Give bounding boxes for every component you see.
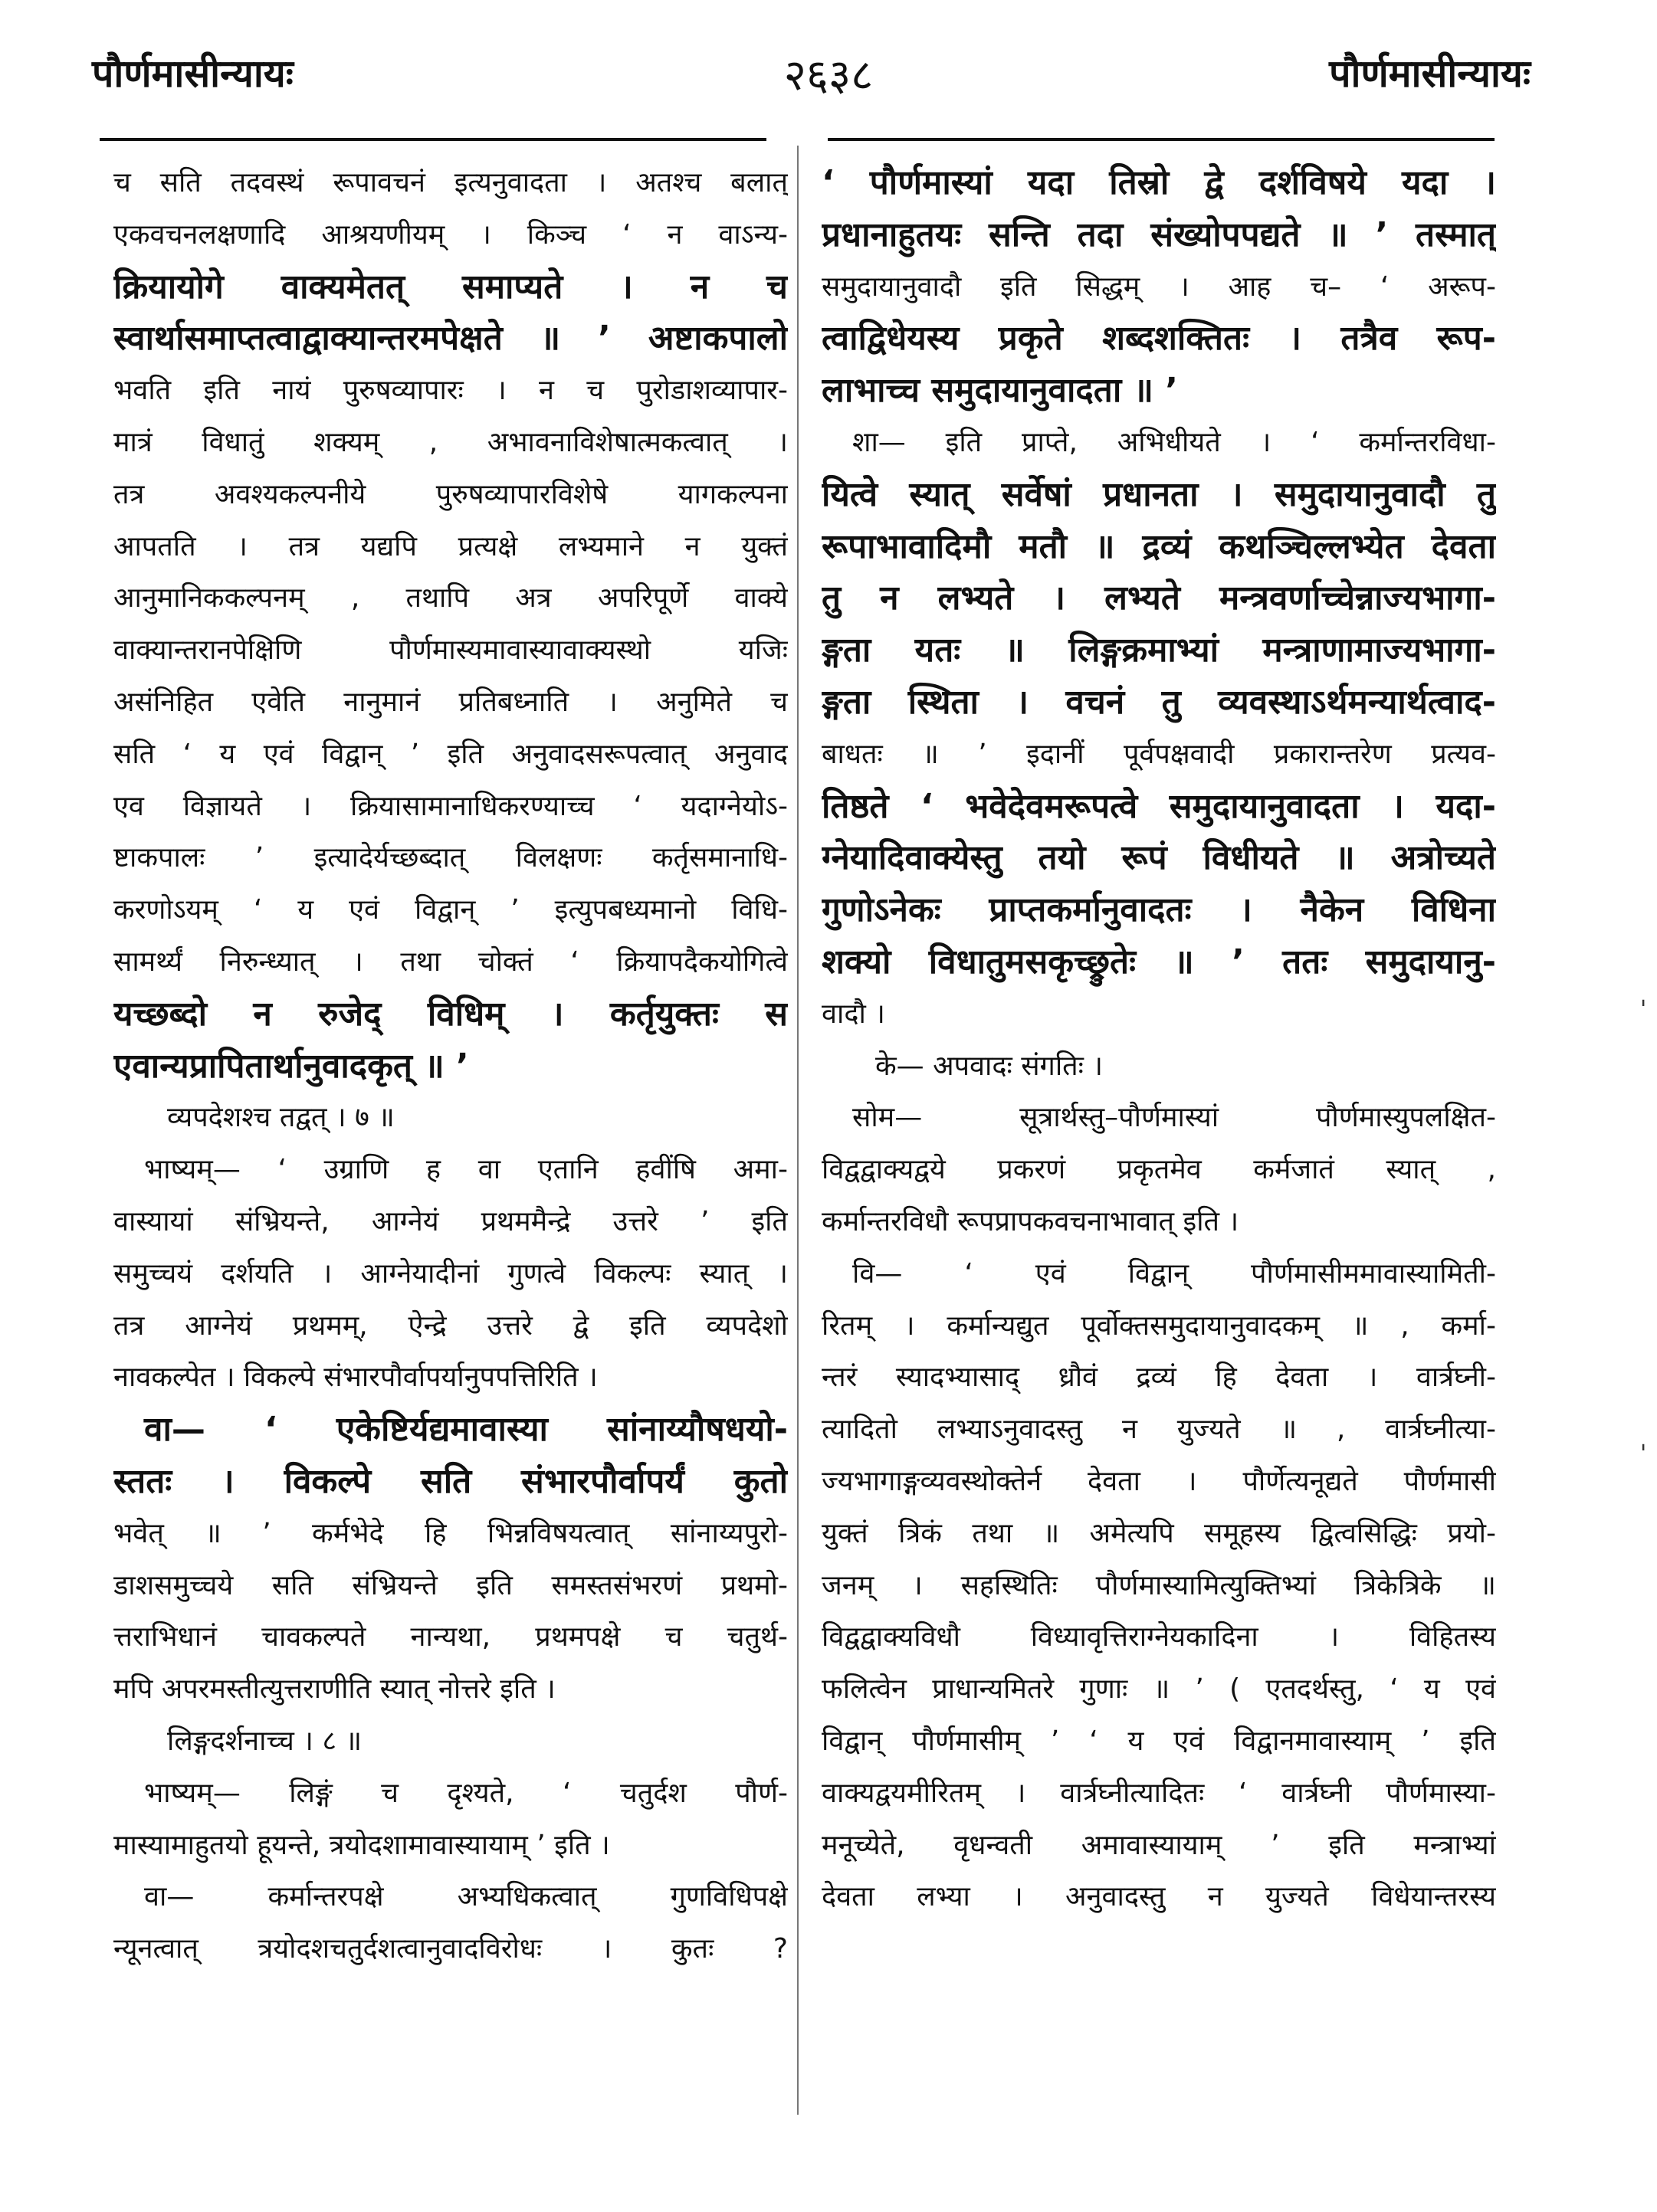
page-number: २६३८ [783, 51, 874, 100]
running-head-left: पौर्णमासीन्यायः [92, 51, 294, 96]
text-line: स्वार्थासमाप्तत्वाद्वाक्यान्तरमपेक्षते ॥ ’ अष्टाकपालो [113, 319, 788, 359]
text-line: च सति तदवस्थं रूपावचनं इत्यनुवादता । अतश्च बलात् [113, 167, 788, 198]
text-line: मपि अपरमस्तीत्युत्तराणीति स्यात् नोत्तरे इति । [113, 1673, 556, 1706]
text-line: विद्वान् पौर्णमासीम् ’ ‘ य एवं विद्वानमावास्याम् ’ इति [822, 1725, 1496, 1757]
text-line: विद्वद्वाक्यद्वये प्रकरणं प्रकृतमेव कर्मजातं स्यात् , [822, 1154, 1496, 1186]
text-line: लाभाच्च समुदायानुवादता ॥ ’ [822, 371, 1178, 411]
text-line: वादौ । [822, 998, 885, 1030]
margin-mark: ' [1640, 1440, 1647, 1467]
text-line: वास्यायां संभ्रियन्ते, आग्नेयं प्रथममैन्द्रे उत्तरे ’ इति [113, 1205, 788, 1237]
text-line: समुदायानुवादौ इति सिद्धम् । आह च– ‘ अरूप- [822, 270, 1496, 303]
text-line: वाक्यान्तरानपेक्षिणि पौर्णमास्यमावास्यावाक्यस्थो यजिः [113, 634, 788, 667]
text-line: ङ्गता स्थिता । वचनं तु व्यवस्थाऽर्थमन्यार्थत्वाद- [822, 682, 1496, 722]
text-line: तत्र अवश्यकल्पनीये पुरुषव्यापारविशेषे यागकल्पना [113, 478, 788, 510]
text-line: तु न लभ्यते । लभ्यते मन्त्रवर्णाच्चेन्नाज्यभागा- [822, 578, 1496, 618]
text-line: मनूच्येते, वृधन्वती अमावास्यायाम् ’ इति मन्त्राभ्यां [822, 1829, 1496, 1861]
text-line: युक्तं त्रिकं तथा ॥ अमेत्यपि समूहस्य द्वित्वसिद्धिः प्रयो- [822, 1517, 1496, 1549]
text-line: करणोऽयम् ‘ य एवं विद्वान् ’ इत्युपबध्यमानो विधि- [113, 894, 788, 926]
text-line: यच्छब्दो न रुजेद् विधिम् । कर्तृयुक्तः स [113, 994, 788, 1034]
text-line: यित्वे स्यात् सर्वेषां प्रधानता । समुदायानुवादौ तु [822, 474, 1496, 514]
text-line: सति ‘ य एवं विद्वान् ’ इति अनुवादसरूपत्वात् अनुवाद [113, 738, 788, 770]
text-line: आनुमानिककल्पनम् , तथापि अत्र अपरिपूर्णे वाक्ये [113, 582, 788, 614]
text-line: रूपाभावादिमौ मतौ ॥ द्रव्यं कथञ्चिल्लभ्येत देवता [822, 526, 1496, 566]
text-line: ग्नेयादिवाक्येस्तु तयो रूपं विधीयते ॥ अत्रोच्यते [822, 838, 1496, 878]
text-line: त्यादितो लभ्याऽनुवादस्तु न युज्यते ॥ , वार्त्रघ्नीत्या- [822, 1414, 1496, 1446]
text-line: ष्टाकपालः ’ इत्यादेर्यच्छब्दात् विलक्षणः कर्तृसमानाधि- [113, 842, 788, 874]
text-line: आपतति । तत्र यद्यपि प्रत्यक्षे लभ्यमाने न युक्तं [113, 530, 788, 562]
text-line: शा— इति प्राप्ते, अभिधीयते । ‘ कर्मान्तरविधा- [852, 426, 1496, 458]
text-line: मात्रं विधातुं शक्यम् , अभावनाविशेषात्मकत्वात् । [113, 426, 788, 458]
running-head-right: पौर्णमासीन्यायः [1329, 51, 1531, 96]
text-line: तत्र आग्नेयं प्रथमम्, ऐन्द्रे उत्तरे द्वे इति व्यपदेशो [113, 1309, 788, 1342]
text-line: नावकल्पेत । विकल्पे संभारपौर्वापर्यानुपपत्तिरिति । [113, 1362, 598, 1394]
text-line: समुच्चयं दर्शयति । आग्नेयादीनां गुणत्वे विकल्पः स्यात् । [113, 1257, 788, 1290]
text-line: स्ततः । विकल्पे सति संभारपौर्वापर्यं कुतो [113, 1461, 788, 1501]
text-line: भवति इति नायं पुरुषव्यापारः । न च पुरोडाशव्यापार- [113, 375, 788, 407]
header-rule-left [100, 138, 766, 141]
text-line: लिङ्गदर्शनाच्च । ८ ॥ [167, 1725, 363, 1757]
text-line: न्तरं स्यादभ्यासाद् ध्रौवं द्रव्यं हि देवता । वार्त्रघ्नी- [822, 1362, 1496, 1394]
text-line: वाक्यद्वयमीरितम् । वार्त्रघ्नीत्यादितः ‘ वार्त्रघ्नी पौर्णमास्या- [822, 1777, 1496, 1809]
text-line: त्तराभिधानं चावकल्पते नान्यथा, प्रथमपक्षे च चतुर्थ- [113, 1621, 788, 1653]
text-line: बाधतः ॥ ’ इदानीं पूर्वपक्षवादी प्रकारान्तरेण प्रत्यव- [822, 738, 1496, 770]
text-line: ‘ पौर्णमास्यां यदा तिस्रो द्वे दर्शविषये यदा । [822, 163, 1496, 202]
text-line: सोम— सूत्रार्थस्तु–पौर्णमास्यां पौर्णमास्युपलक्षित- [852, 1102, 1496, 1134]
margin-mark: ' [1640, 996, 1647, 1023]
text-line: मास्यामाहुतयो हूयन्ते, त्रयोदशामावास्यायाम् ’ इति । [113, 1829, 610, 1861]
text-line: वा— कर्मान्तरपक्षे अभ्यधिकत्वात् गुणविधिपक्षे [144, 1881, 788, 1913]
text-line: एवान्यप्रापितार्थानुवादकृत् ॥ ’ [113, 1046, 469, 1086]
text-line: डाशसमुच्चये सति संभ्रियन्ते इति समस्तसंभरणं प्रथमो- [113, 1569, 788, 1601]
text-line: ज्यभागाङ्गव्यवस्थोक्तेर्न देवता । पौर्णेत्यनूद्यते पौर्णमासी [822, 1465, 1496, 1497]
column-divider [797, 146, 799, 2115]
text-line: त्वाद्विधेयस्य प्रकृते शब्दशक्तितः । तत्रैव रूप- [822, 319, 1496, 359]
text-line: भाष्यम्— ‘ उग्राणि ह वा एतानि हवींषि अमा- [144, 1154, 788, 1186]
text-line: के— अपवादः संगतिः । [875, 1050, 1104, 1082]
text-line: तिष्ठते ‘ भवेदेवमरूपत्वे समुदायानुवादता । यदा- [822, 786, 1496, 826]
text-line: एव विज्ञायते । क्रियासामानाधिकरण्याच्च ‘ यदाग्नेयोऽ- [113, 790, 788, 822]
text-line: ङ्गता यतः ॥ लिङ्गक्रमाभ्यां मन्त्राणामाज्यभागा- [822, 631, 1496, 670]
text-line: वा— ‘ एकेष्टिर्यद्यमावास्या सांनाय्यौषधयो- [144, 1410, 788, 1450]
text-line: कर्मान्तरविधौ रूपप्रापकवचनाभावात् इति । [822, 1205, 1239, 1237]
header-rule-right [828, 138, 1495, 141]
text-line: एकवचनलक्षणादि आश्रयणीयम् । किञ्च ‘ न वाऽन्य- [113, 218, 788, 251]
text-line: रितम् । कर्मान्यद्युत पूर्वोक्तसमुदायानुवादकम् ॥ , कर्मा- [822, 1309, 1496, 1342]
text-line: व्यपदेशश्च तद्वत् । ७ ॥ [167, 1102, 395, 1134]
text-line: गुणोऽनेकः प्राप्तकर्मानुवादतः । नैकेन विधिना [822, 890, 1496, 930]
text-line: सामर्थ्यं निरुन्ध्यात् । तथा चोक्तं ‘ क्रियापदैकयोगित्वे [113, 945, 788, 978]
text-line: क्रियायोगे वाक्यमेतत् समाप्यते । न च [113, 267, 788, 306]
right-column [822, 157, 1496, 1923]
text-line: वि— ‘ एवं विद्वान् पौर्णमासीममावास्यामिती- [852, 1257, 1496, 1290]
text-line: फलित्वेन प्राधान्यमितरे गुणाः ॥ ’ ( एतदर्थस्तु, ‘ य एवं [822, 1673, 1496, 1706]
text-line: विद्वद्वाक्यविधौ विध्यावृत्तिराग्नेयकादिना । विहितस्य [822, 1621, 1496, 1653]
text-line: भवेत् ॥ ’ कर्मभेदे हि भिन्नविषयत्वात् सांनाय्यपुरो- [113, 1517, 788, 1549]
left-column [113, 157, 788, 1975]
text-line: शक्यो विधातुमसकृच्छ्रुतेः ॥ ’ ततः समुदायानु- [822, 942, 1496, 981]
text-line: जनम् । सहस्थितिः पौर्णमास्यामित्युक्तिभ्यां त्रिकेत्रिके ॥ [822, 1569, 1496, 1601]
text-line: असंनिहित एवेति नानुमानं प्रतिबध्नाति । अनुमिते च [113, 686, 788, 718]
text-line: देवता लभ्या । अनुवादस्तु न युज्यते विधेयान्तरस्य [822, 1881, 1496, 1913]
text-line: भाष्यम्— लिङ्गं च दृश्यते, ‘ चतुर्दश पौर्ण- [144, 1777, 788, 1809]
text-line: न्यूनत्वात् त्रयोदशचतुर्दशत्वानुवादविरोधः । कुतः ? [113, 1933, 788, 1965]
text-line: प्रधानाहुतयः सन्ति तदा संख्योपपद्यते ॥ ’ तस्मात् [822, 215, 1496, 254]
